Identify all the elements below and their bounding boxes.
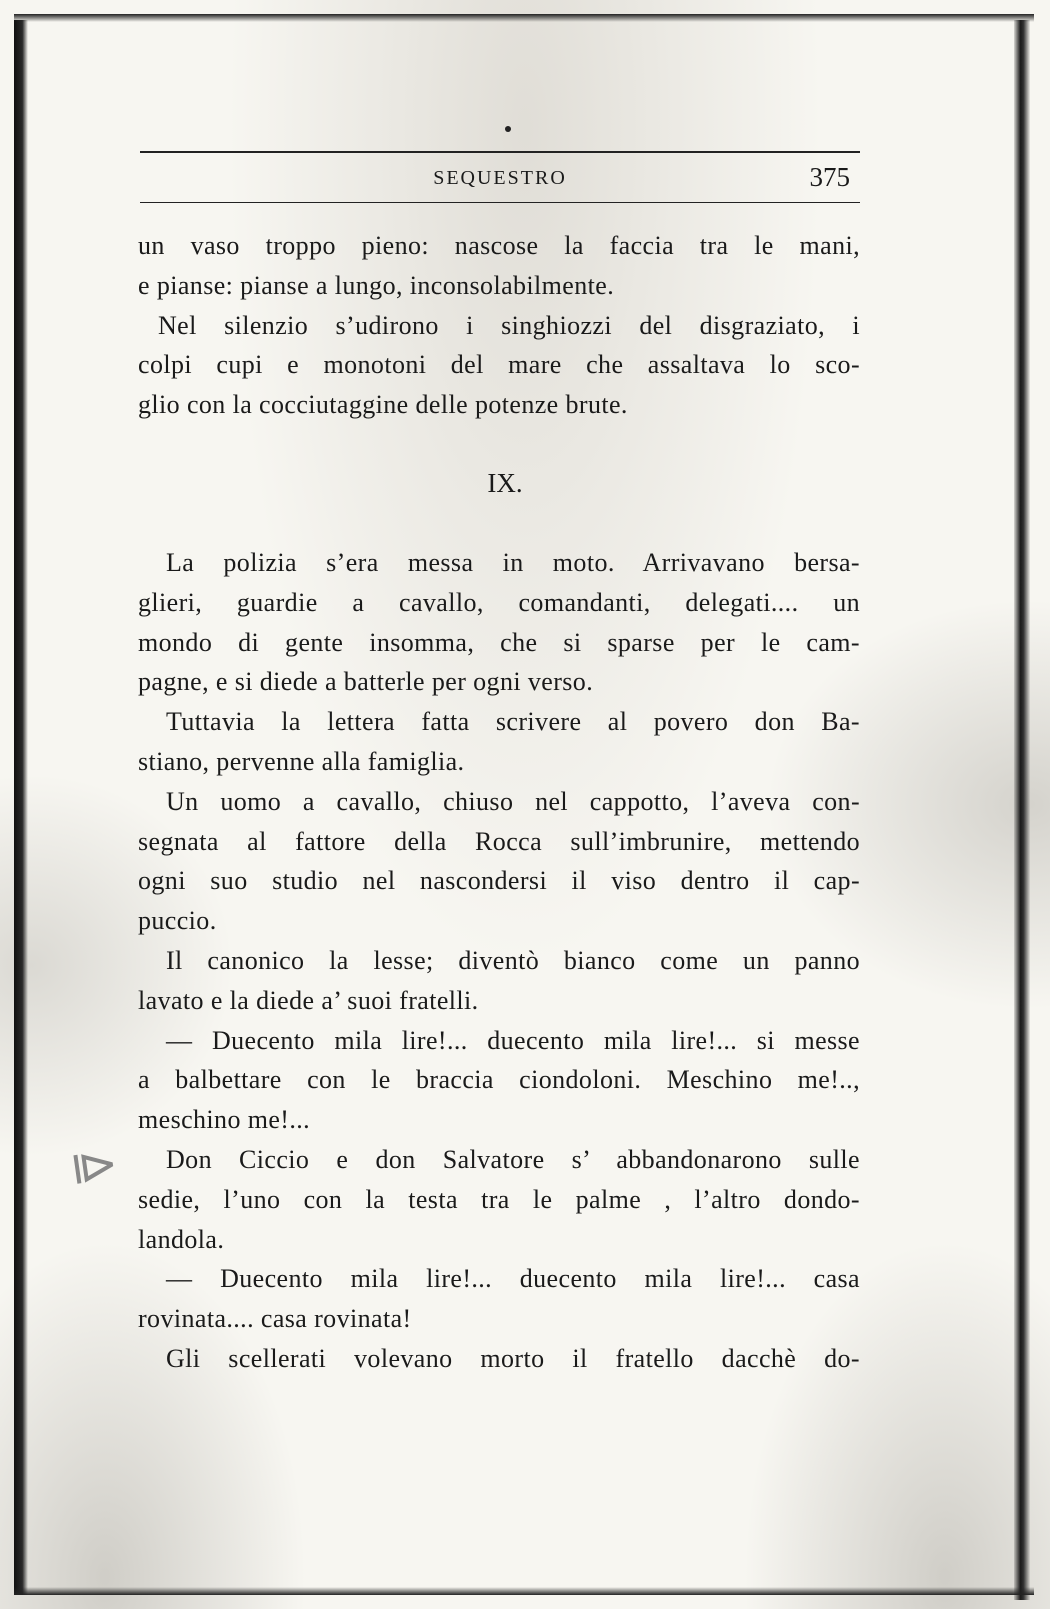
text-line: meschino me!... [138, 1105, 311, 1135]
text-line: rovinata.... casa rovinata! [138, 1304, 412, 1334]
text-line: stiano, pervenne alla famiglia. [138, 746, 465, 776]
page-bottom-edge [14, 1587, 1034, 1595]
header-rule-bottom [140, 202, 860, 203]
text-line: La polizia s’era messa in moto. Arrivavano bersa- [166, 547, 860, 577]
text-line: a balbettare con le braccia ciondoloni. Meschino me!.., [138, 1065, 860, 1095]
text-line: lavato e la diede a’ suoi fratelli. [138, 985, 479, 1015]
header-rule-top [140, 151, 860, 153]
text-line: Nel silenzio s’udirono i singhiozzi del disgraziato, i [158, 310, 860, 340]
text-line: landola. [138, 1224, 225, 1254]
text-line: glio con la cocciutaggine delle potenze brute. [138, 390, 628, 420]
text-line: Gli scellerati volevano morto il fratello dacchè do- [166, 1343, 860, 1373]
text-line: — Duecento mila lire!... duecento mila lire!... casa [166, 1264, 860, 1294]
text-line: Don Ciccio e don Salvatore s’ abbandonarono sulle [166, 1144, 860, 1174]
page-top-edge [14, 14, 1034, 22]
text-line: puccio. [138, 906, 217, 936]
text-line: e pianse: pianse a lungo, inconsolabilmente. [138, 270, 615, 300]
text-line: — Duecento mila lire!... duecento mila lire!... si messe [166, 1025, 860, 1055]
text-line: colpi cupi e monotoni del mare che assaltava lo sco- [138, 350, 860, 380]
text-line: Il canonico la lesse; diventò bianco come un panno [166, 945, 860, 975]
body-text [138, 226, 860, 1379]
section-heading: IX. [487, 467, 523, 498]
text-line: segnata al fattore della Rocca sull’imbrunire, mettendo [138, 826, 860, 856]
ornament-dot [505, 126, 511, 132]
text-line: Tuttavia la lettera fatta scrivere al povero don Ba- [166, 707, 860, 737]
page-binding-shadow [14, 20, 28, 1595]
text-line: pagne, e si diede a batterle per ogni verso. [138, 667, 594, 697]
text-line: sedie, l’uno con la testa tra le palme , l’altro dondo- [138, 1184, 860, 1214]
text-line: mondo di gente insomma, che si sparse per le cam- [138, 627, 860, 657]
margin-pencil-mark: ⧐ [66, 1136, 122, 1197]
text-line: ogni suo studio nel nascondersi il viso dentro il cap- [138, 866, 860, 896]
running-title: SEQUESTRO [433, 167, 567, 189]
page-number: 375 [809, 162, 850, 192]
page-edge-shadow [1014, 20, 1030, 1600]
text-line: Un uomo a cavallo, chiuso nel cappotto, l’aveva con- [166, 786, 860, 816]
running-head [140, 164, 860, 194]
spacer [138, 425, 860, 463]
text-line: glieri, guardie a cavallo, comandanti, delegati.... un [138, 587, 860, 617]
text-line: un vaso troppo pieno: nascose la faccia tra le mani, [138, 231, 860, 260]
spacer [138, 503, 860, 543]
